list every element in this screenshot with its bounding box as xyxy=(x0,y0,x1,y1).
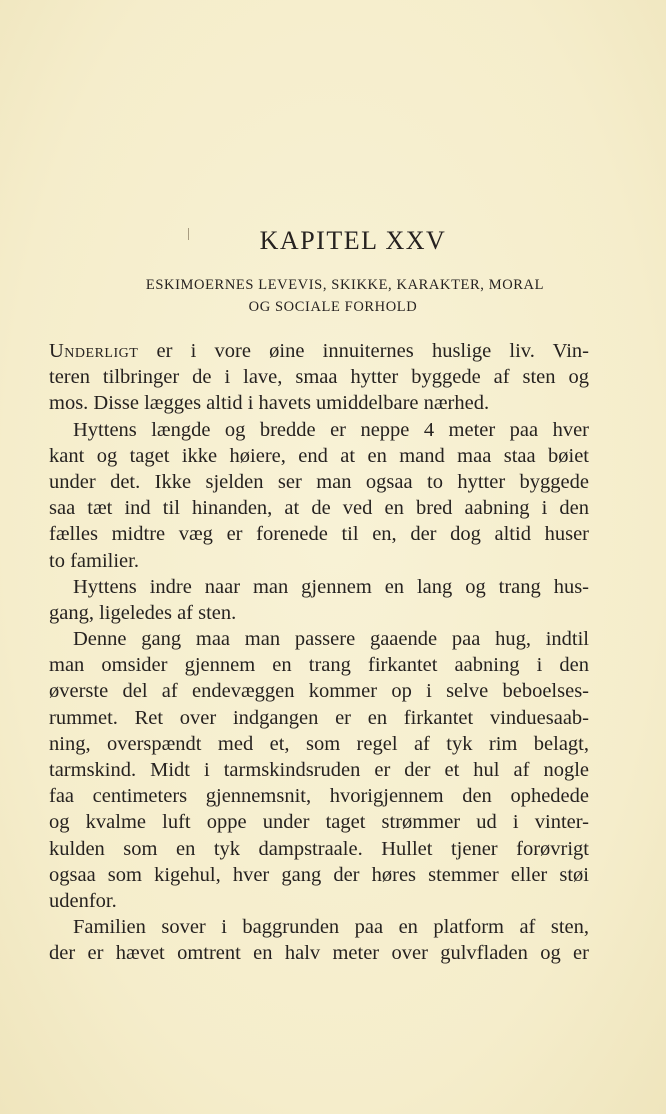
text-line: Familien sover i baggrunden paa en platform af sten, xyxy=(73,916,589,939)
text-line: to familier. xyxy=(49,549,139,572)
text-line: under det. Ikke sjelden ser man ogsaa to hytter byggede xyxy=(49,470,589,493)
chapter-title: KAPITEL XXV xyxy=(259,226,447,255)
chapter-subtitle-line-2: OG SOCIALE FORHOLD xyxy=(248,299,418,315)
text-line: og kvalme luft oppe under taget strømmer ud i vinter- xyxy=(49,811,589,834)
chapter-subtitle-line-1: ESKIMOERNES LEVEVIS, SKIKKE, KARAKTER, MORAL xyxy=(145,277,545,293)
text-line: teren tilbringer de i lave, smaa hytter byggede af sten og xyxy=(49,366,589,389)
text-line: kulden som en tyk dampstraale. Hullet tjener forøvrigt xyxy=(49,837,589,860)
text-line: faa centimeters gjennemsnit, hvorigjennem den ophedede xyxy=(49,785,589,808)
text-line: rummet. Ret over indgangen er en firkantet vinduesaab- xyxy=(49,706,589,729)
text-line: Underligt er i vore øine innuiternes huslige liv. Vin- xyxy=(49,340,589,362)
text-line: fælles midtre væg er forenede til en, der dog altid huser xyxy=(49,523,589,546)
text-line: Hyttens indre naar man gjennem en lang og trang hus- xyxy=(73,575,589,598)
text-line: mos. Disse lægges altid i havets umiddelbare nærhed. xyxy=(49,392,490,415)
text-line: man omsider gjennem en trang firkantet aabning i den xyxy=(49,654,589,677)
body-text xyxy=(49,338,589,967)
text-line: der er hævet omtrent en halv meter over gulvfladen og er xyxy=(49,942,589,965)
text-line: Denne gang maa man passere gaaende paa hug, indtil xyxy=(73,628,589,651)
text-line: gang, ligeledes af sten. xyxy=(49,601,237,624)
text-line: øverste del af endevæggen kommer op i selve beboelses- xyxy=(49,680,589,703)
text-line: kant og taget ikke høiere, end at en mand maa staa bøiet xyxy=(49,444,589,467)
text-line: udenfor. xyxy=(49,889,117,912)
text-line: ogsaa som kigehul, hver gang der høres stemmer eller støi xyxy=(49,863,589,886)
text-line: Hyttens længde og bredde er neppe 4 meter paa hver xyxy=(73,418,589,441)
text-line: ning, overspændt med et, som regel af tyk rim belagt, xyxy=(49,732,589,755)
text-line: tarmskind. Midt i tarmskindsruden er der et hul af nogle xyxy=(49,759,589,781)
text-line: saa tæt ind til hinanden, at de ved en bred aabning i den xyxy=(49,497,589,520)
first-word: Underligt xyxy=(49,340,139,362)
